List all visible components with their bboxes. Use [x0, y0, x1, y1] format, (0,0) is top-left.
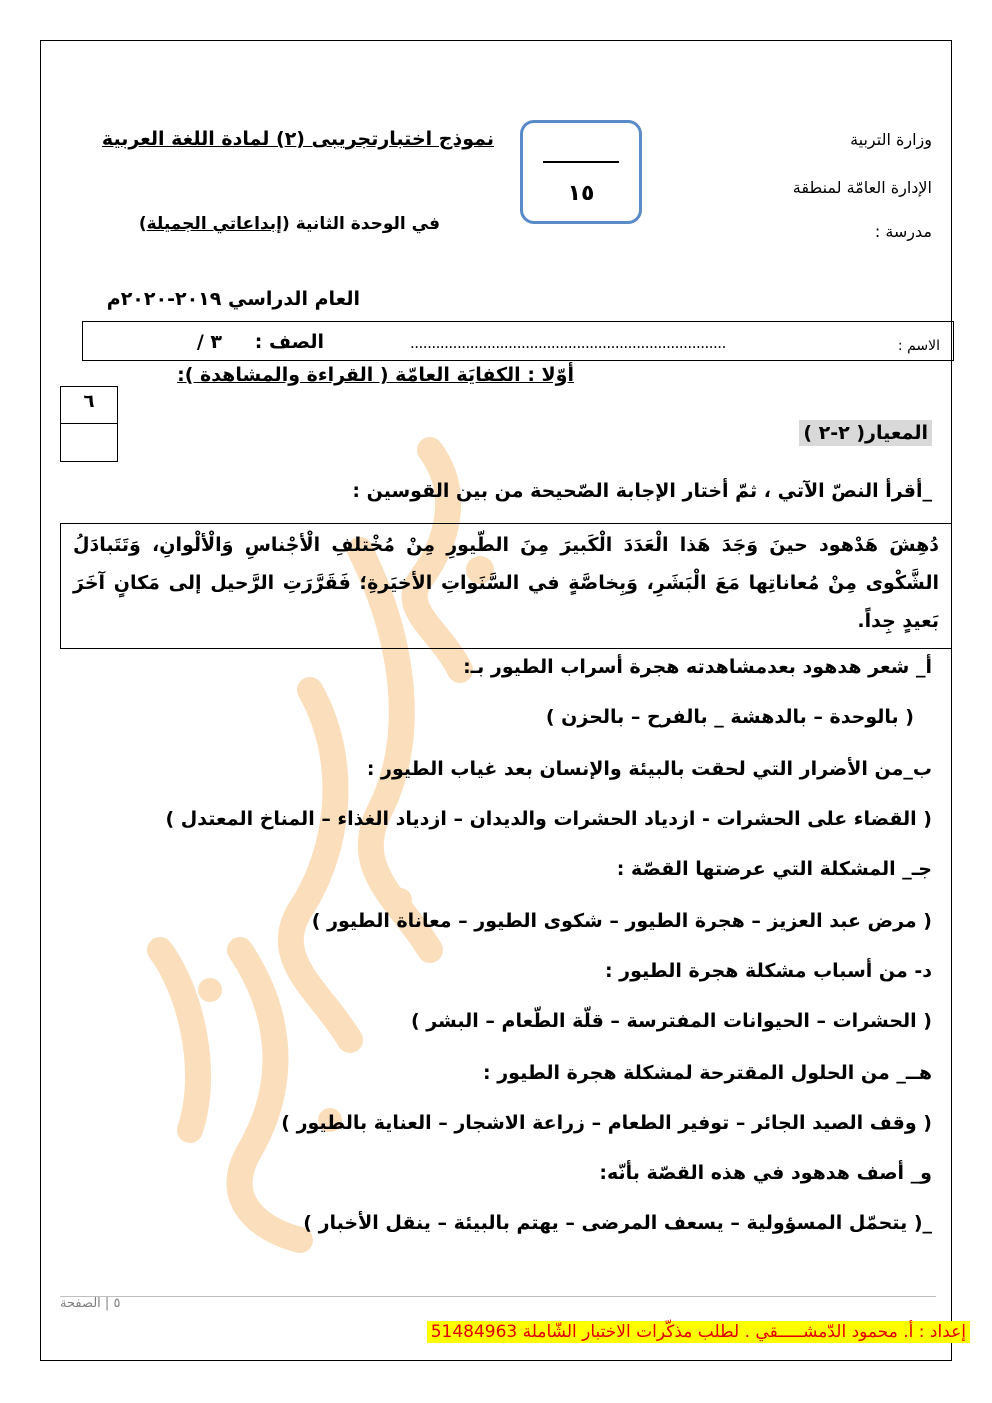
criterion-label: المعيار( ٢-٢ ) [799, 420, 932, 446]
section-mark: ٦ [83, 391, 95, 412]
page-number: ٥ | الصفحة [60, 1296, 121, 1311]
class-label: الصف : [254, 331, 324, 353]
class-value: ٣ / [196, 331, 222, 353]
score-line [543, 161, 619, 163]
exam-title: نموذج اختبارتجريبى (٢) لمادة اللغة العربية [101, 128, 494, 150]
question-d: د- من أسباب مشكلة هجرة الطيور : [604, 960, 932, 982]
mark-divider [61, 423, 117, 424]
instruction: _أقرأ النصّ الآتي ، ثمّ أختار الإجابة الصّحيحة من بين القوسين : [352, 480, 932, 502]
question-a: أ_ شعر هدهود بعدمشاهدته هجرة أسراب الطيور بـ: [463, 656, 932, 678]
name-label: الاسم : [897, 338, 940, 354]
answer-options-a[interactable]: ( بالوحدة – بالدهشة _ بالفرح – بالحزن ) [545, 706, 914, 728]
question-f: و_ أصف هدهود في هذه القصّة بأنّه: [599, 1162, 932, 1184]
passage-text: دُهِشَ هَدْهود حينَ وَجَدَ هَذا الْعَدَدَ الْكَبيرَ مِنَ الطّيورِ مِنْ مُخْتلفِ الْأجْناسِ وَالْألْوانِ، وَتَتَبادَلُ الشَّكْوى مِنْ مُعاناتِها مَعَ الْبَشَرِ، وَبِخاصَّةٍ في السَّنَواتِ الأخيَرةِ؛ فَقَرَّرَتِ الرَّحيل إلى مَكانٍ آخَرَ بَعيدٍ جِداً. [73, 534, 939, 632]
reading-passage [60, 523, 952, 649]
answer-options-b[interactable]: ( القضاء على الحشرات - ازدياد الحشرات والديدان – ازدياد الغذاء – المناخ المعتدل ) [165, 808, 932, 830]
total-score-box [520, 120, 642, 224]
footer-divider [60, 1296, 936, 1297]
author-credit: إعداد : أ. محمود الدّمشـــــقي . لطلب مذكّرات الاختبار الشّاملة 51484963 [427, 1321, 970, 1343]
ministry-label: وزارة التربية [850, 130, 932, 149]
question-c: جـ_ المشكلة التي عرضتها القصّة : [616, 858, 932, 880]
unit-line [139, 214, 440, 234]
answer-options-e[interactable]: ( وقف الصيد الجائر – توفير الطعام – زراعة الاشجار – العناية بالطيور ) [281, 1112, 932, 1134]
question-e: هــ_ من الحلول المقترحة لمشكلة هجرة الطيور : [483, 1062, 932, 1084]
answer-options-d[interactable]: ( الحشرات – الحيوانات المفترسة – قلّة الطّعام – البشر ) [410, 1010, 932, 1032]
name-field[interactable]: .......................................................................... [410, 334, 726, 352]
total-score: ١٥ [567, 181, 595, 206]
school-label: مدرسة : [874, 222, 932, 241]
directorate-label: الإدارة العامّة لمنطقة [792, 178, 932, 197]
section-heading: أوّلا : الكفايَة العامّة ( القراءة والمشاهدة ): [177, 364, 574, 386]
answer-options-f[interactable]: _( يتحمّل المسؤولية – يسعف المرضى – يهتم بالبيئة – ينقل الأخبار ) [303, 1212, 932, 1234]
question-b: ب_من الأضرار التي لحقت بالبيئة والإنسان بعد غياب الطيور : [366, 758, 932, 780]
unit-suffix: ) [138, 214, 147, 234]
unit-name: إبداعاتي الجميلة [146, 214, 282, 234]
unit-prefix: في الوحدة الثانية ( [282, 214, 440, 234]
section-mark-box [60, 386, 118, 462]
answer-options-c[interactable]: ( مرض عبد العزيز – هجرة الطيور – شكوى الطيور – معاناة الطيور ) [311, 910, 932, 932]
academic-year: العام الدراسي ٢٠١٩-٢٠٢٠م [106, 288, 360, 310]
